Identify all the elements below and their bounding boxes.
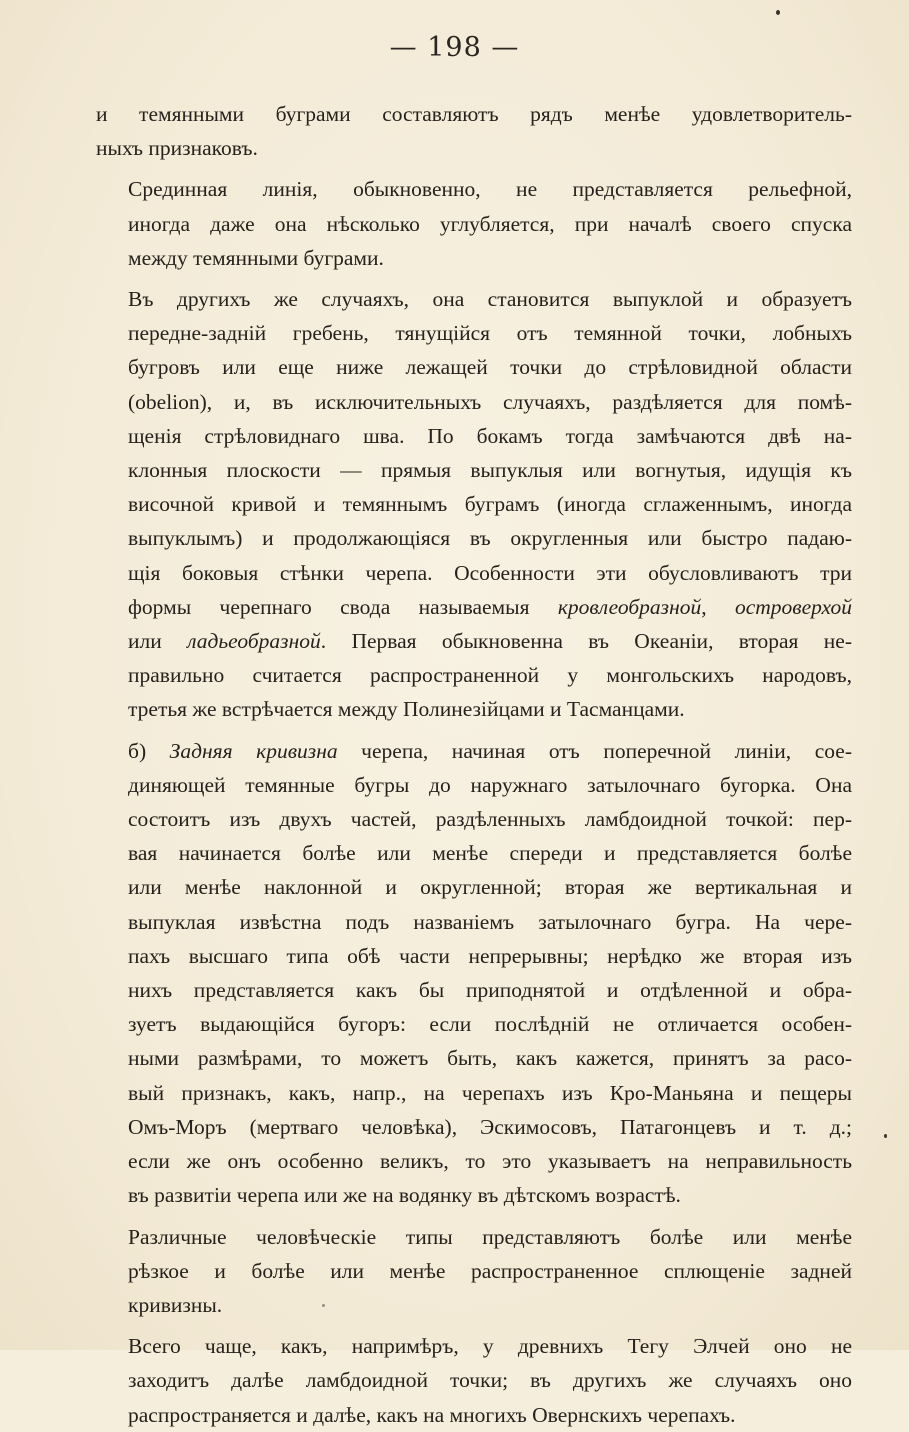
text-line: Срединная линія, обыкновенно, не представляется рельефной, bbox=[128, 177, 852, 202]
text-line: вая начинается болѣе или менѣе спереди и представляется болѣе bbox=[128, 841, 852, 866]
text-line: формы черепнаго свода называемыя кровлеобразной, островерхой bbox=[128, 594, 853, 619]
paper-speck bbox=[776, 10, 780, 15]
text-line: вый признакъ, какъ, напр., на черепахъ изъ Кро-Маньяна и пещеры bbox=[128, 1080, 852, 1105]
text-line: передне-задній гребень, тянущійся отъ темянной точки, лобныхъ bbox=[128, 321, 852, 346]
text-line: Въ другихъ же случаяхъ, она становится выпуклой и образуетъ bbox=[128, 287, 852, 312]
paragraph bbox=[96, 97, 852, 165]
paragraph-gap bbox=[96, 1213, 852, 1220]
paragraph-gap bbox=[96, 727, 852, 734]
text-line: клонныя плоскости — прямыя выпуклыя или вогнутыя, идущія къ bbox=[128, 458, 852, 483]
text-line: щенія стрѣловиднаго шва. По бокамъ тогда замѣчаются двѣ на- bbox=[128, 423, 852, 448]
text-line: выпуклымъ) и продолжающіяся въ округленныя или быстро падаю- bbox=[128, 526, 852, 551]
text-line: зуетъ выдающійся бугоръ: если послѣдній не отличается особен- bbox=[128, 1012, 852, 1037]
text-line: заходитъ далѣе ламбдоидной точки; въ другихъ же случаяхъ оно bbox=[128, 1368, 852, 1393]
body-text bbox=[96, 97, 852, 1432]
text-line: щія боковыя стѣнки черепа. Особенности эти обусловливаютъ три bbox=[128, 560, 852, 585]
text-line: Омъ-Моръ (мертваго человѣка), Эскимосовъ, Патагонцевъ и т. д.; bbox=[128, 1114, 852, 1139]
page-number: — 198 — bbox=[389, 32, 520, 63]
text-line: бугровъ или еще ниже лежащей точки до стрѣловидной области bbox=[128, 355, 852, 380]
paragraph-gap bbox=[96, 1322, 852, 1329]
paragraph bbox=[96, 172, 852, 275]
paragraph bbox=[96, 282, 852, 727]
text-line: (obelion), и, въ исключительныхъ случаяхъ, раздѣляется для помѣ- bbox=[128, 389, 852, 414]
text-line: б) Задняя кривизна черепа, начиная отъ поперечной линіи, сое- bbox=[128, 738, 852, 763]
text-line: ныхъ признаковъ. bbox=[96, 136, 258, 161]
text-line: если же онъ особенно великъ, то это указываетъ на неправильность bbox=[128, 1149, 852, 1174]
text-line: нихъ представляется какъ бы приподнятой и отдѣленной и обра- bbox=[128, 978, 852, 1003]
paragraph bbox=[96, 734, 852, 1213]
text-line: рѣзкое и болѣе или менѣе распространенное сплющеніе задней bbox=[128, 1258, 852, 1283]
paragraph-gap bbox=[96, 165, 852, 172]
text-line: состоитъ изъ двухъ частей, раздѣленныхъ ламбдоидной точкой: пер- bbox=[128, 807, 852, 832]
text-line: или ладьеобразной. Первая обыкновенна въ Океаніи, вторая не- bbox=[128, 629, 852, 654]
text-line: височной кривой и темяннымъ буграмъ (иногда сглаженнымъ, иногда bbox=[128, 492, 852, 517]
text-line: распространяется и далѣе, какъ на многихъ Овернскихъ черепахъ. bbox=[128, 1402, 736, 1427]
paper-speck bbox=[884, 1134, 887, 1138]
paragraph bbox=[96, 1220, 852, 1323]
paper-speck bbox=[322, 1304, 325, 1307]
text-line: или менѣе наклонной и округленной; вторая же вертикальная и bbox=[128, 875, 852, 900]
paragraph bbox=[96, 1329, 852, 1432]
text-line: правильно считается распространенной у монгольскихъ народовъ, bbox=[128, 663, 852, 688]
text-line: выпуклая извѣстна подъ названіемъ затылочнаго бугра. На чере- bbox=[128, 909, 852, 934]
paragraph-gap bbox=[96, 275, 852, 282]
text-line: ными размѣрами, то можетъ быть, какъ кажется, принятъ за расо- bbox=[128, 1046, 852, 1071]
italic-term: кровлеобразной bbox=[557, 594, 702, 619]
text-line: кривизны. bbox=[128, 1292, 223, 1317]
text-line: между темянными буграми. bbox=[128, 245, 384, 270]
italic-term: островерхой bbox=[734, 594, 853, 619]
text-line: диняющей темянные бугры до наружнаго затылочнаго бугорка. Она bbox=[128, 772, 852, 797]
italic-term: Задняя кривизна bbox=[169, 738, 338, 763]
text-line: пахъ высшаго типа обѣ части непрерывны; нерѣдко же вторая изъ bbox=[128, 943, 852, 968]
text-line: въ развитіи черепа или же на водянку въ дѣтскомъ возрастѣ. bbox=[128, 1183, 681, 1208]
text-line: иногда даже она нѣсколько углубляется, при началѣ своего спуска bbox=[128, 211, 852, 236]
text-line: третья же встрѣчается между Полинезійцами и Тасманцами. bbox=[128, 697, 685, 722]
italic-term: ладьеобразной bbox=[187, 629, 321, 654]
text-line: Различные человѣческіе типы представляютъ болѣе или менѣе bbox=[128, 1224, 852, 1249]
text-line: Всего чаще, какъ, напримѣръ, у древнихъ Тегу Элчей оно не bbox=[128, 1334, 852, 1359]
text-line: и темянными буграми составляютъ рядъ менѣе удовлетворитель- bbox=[96, 102, 852, 126]
